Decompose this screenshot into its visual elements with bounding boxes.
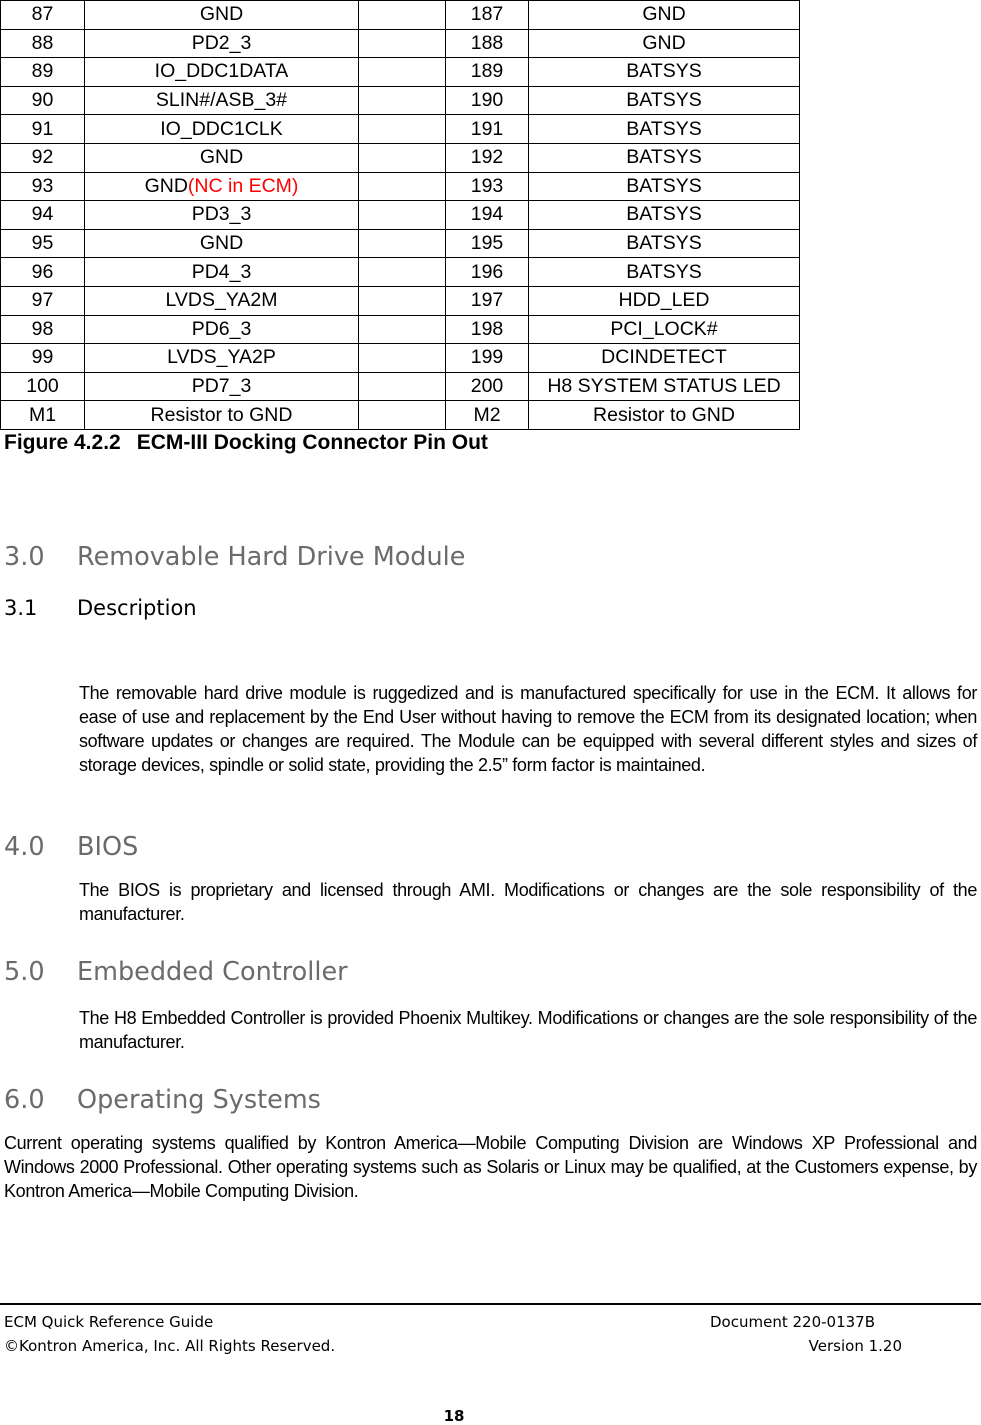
table-row	[1, 201, 800, 230]
table-row	[1, 401, 800, 430]
pin-number-right: 187	[446, 1, 529, 30]
section-3-1-heading	[4, 596, 197, 620]
spacer-cell	[359, 115, 446, 144]
pin-number-right: 196	[446, 258, 529, 287]
signal-left: PD4_3	[85, 258, 359, 287]
footer-copyright: ©Kontron America, Inc. All Rights Reserved.	[4, 1337, 336, 1355]
pin-number-right: 189	[446, 58, 529, 87]
spacer-cell	[359, 286, 446, 315]
footer-version: Version 1.20	[808, 1337, 902, 1355]
signal-right: BATSYS	[529, 115, 800, 144]
figure-title: ECM-III Docking Connector Pin Out	[136, 431, 488, 454]
section-number: 4.0	[4, 832, 45, 862]
spacer-cell	[359, 29, 446, 58]
pin-number-right: 188	[446, 29, 529, 58]
signal-left: SLIN#/ASB_3#	[85, 86, 359, 115]
pin-number-right: 198	[446, 315, 529, 344]
spacer-cell	[359, 344, 446, 373]
spacer-cell	[359, 201, 446, 230]
signal-left: GND(NC in ECM)	[85, 172, 359, 201]
table-row	[1, 86, 800, 115]
signal-left: PD6_3	[85, 315, 359, 344]
signal-right: BATSYS	[529, 258, 800, 287]
pin-number-left: 89	[1, 58, 85, 87]
pin-number-left: 97	[1, 286, 85, 315]
signal-right: HDD_LED	[529, 286, 800, 315]
section-6-heading	[4, 1085, 321, 1115]
spacer-cell	[359, 229, 446, 258]
signal-right: H8 SYSTEM STATUS LED	[529, 372, 800, 401]
page-number: 18	[443, 1407, 465, 1425]
table-row	[1, 29, 800, 58]
pin-number-left: 90	[1, 86, 85, 115]
spacer-cell	[359, 58, 446, 87]
signal-right: BATSYS	[529, 143, 800, 172]
signal-left: GND	[85, 229, 359, 258]
figure-number: Figure 4.2.2	[4, 431, 121, 454]
section-title: Removable Hard Drive Module	[77, 542, 466, 572]
pin-number-left: 98	[1, 315, 85, 344]
pin-number-left: 93	[1, 172, 85, 201]
section-number: 3.0	[4, 542, 45, 572]
pin-table-body	[1, 1, 800, 430]
pin-out-table	[0, 0, 800, 430]
section-6-body: Current operating systems qualified by Kontron America—Mobile Computing Division are Windows XP Professional and Windows 2000 Professional. Other operating systems such as Solaris or Linux may be qualified, at the Customers expense, by Kontron America—Mobile Computing Division.	[4, 1133, 977, 1201]
pin-number-left: 99	[1, 344, 85, 373]
signal-right: PCI_LOCK#	[529, 315, 800, 344]
spacer-cell	[359, 372, 446, 401]
signal-right: GND	[529, 29, 800, 58]
section-number: 6.0	[4, 1085, 45, 1115]
signal-right: BATSYS	[529, 58, 800, 87]
section-4-heading	[4, 832, 138, 862]
pin-number-right: 190	[446, 86, 529, 115]
pin-number-left: M1	[1, 401, 85, 430]
pin-number-left: 96	[1, 258, 85, 287]
pin-number-right: 191	[446, 115, 529, 144]
spacer-cell	[359, 172, 446, 201]
spacer-cell	[359, 401, 446, 430]
section-5-heading	[4, 957, 348, 987]
spacer-cell	[359, 1, 446, 30]
footer-document-number: Document 220-0137B	[710, 1313, 875, 1331]
section-3-heading	[4, 542, 465, 572]
section-number: 5.0	[4, 957, 45, 987]
pin-number-right: 197	[446, 286, 529, 315]
table-row	[1, 143, 800, 172]
section-5-body: The H8 Embedded Controller is provided Phoenix Multikey. Modifications or changes are the sole responsibility of the manufacturer.	[79, 1008, 977, 1052]
signal-left: GND	[85, 1, 359, 30]
pin-number-right: 193	[446, 172, 529, 201]
signal-left: LVDS_YA2M	[85, 286, 359, 315]
pin-number-left: 91	[1, 115, 85, 144]
table-row	[1, 286, 800, 315]
pin-number-right: 192	[446, 143, 529, 172]
signal-left: IO_DDC1DATA	[85, 58, 359, 87]
section-title: Operating Systems	[77, 1085, 321, 1115]
section-number: 3.1	[4, 596, 38, 620]
signal-right: BATSYS	[529, 86, 800, 115]
signal-left: PD7_3	[85, 372, 359, 401]
spacer-cell	[359, 258, 446, 287]
pin-number-right: 199	[446, 344, 529, 373]
table-row	[1, 115, 800, 144]
pin-number-right: 195	[446, 229, 529, 258]
figure-caption	[4, 431, 488, 455]
signal-right: BATSYS	[529, 172, 800, 201]
signal-right: Resistor to GND	[529, 401, 800, 430]
pin-number-left: 100	[1, 372, 85, 401]
signal-right: GND	[529, 1, 800, 30]
footer-divider	[0, 1303, 981, 1305]
pin-number-right: 194	[446, 201, 529, 230]
spacer-cell	[359, 86, 446, 115]
pin-number-right: 200	[446, 372, 529, 401]
table-row	[1, 372, 800, 401]
section-title: BIOS	[77, 832, 139, 862]
signal-left: IO_DDC1CLK	[85, 115, 359, 144]
signal-left: LVDS_YA2P	[85, 344, 359, 373]
table-row	[1, 1, 800, 30]
table-row	[1, 58, 800, 87]
section-4-body: The BIOS is proprietary and licensed through AMI. Modifications or changes are the sole responsibility of the manufacturer.	[79, 880, 977, 924]
section-title: Description	[77, 596, 197, 620]
pin-number-left: 92	[1, 143, 85, 172]
spacer-cell	[359, 143, 446, 172]
pin-number-left: 94	[1, 201, 85, 230]
nc-in-ecm-note: (NC in ECM)	[187, 174, 299, 197]
pin-number-left: 95	[1, 229, 85, 258]
signal-left: GND	[85, 143, 359, 172]
table-row	[1, 258, 800, 287]
pin-number-right: M2	[446, 401, 529, 430]
signal-left: PD2_3	[85, 29, 359, 58]
signal-left: Resistor to GND	[85, 401, 359, 430]
footer-guide-title: ECM Quick Reference Guide	[4, 1313, 214, 1331]
spacer-cell	[359, 315, 446, 344]
pin-number-left: 87	[1, 1, 85, 30]
table-row	[1, 172, 800, 201]
section-3-1-body: The removable hard drive module is ruggedized and is manufactured specifically for use in the ECM. It allows for ease of use and replacement by the End User without having to remove the ECM from its designated location; when software updates or changes are required. The Module can be equipped with several different styles and sizes of storage devices, spindle or solid state, providing the 2.5” form factor is maintained.	[79, 683, 977, 775]
signal-right: BATSYS	[529, 201, 800, 230]
signal-left: PD3_3	[85, 201, 359, 230]
signal-right: DCINDETECT	[529, 344, 800, 373]
section-title: Embedded Controller	[77, 957, 348, 987]
signal-right: BATSYS	[529, 229, 800, 258]
pin-number-left: 88	[1, 29, 85, 58]
table-row	[1, 315, 800, 344]
table-row	[1, 229, 800, 258]
table-row	[1, 344, 800, 373]
